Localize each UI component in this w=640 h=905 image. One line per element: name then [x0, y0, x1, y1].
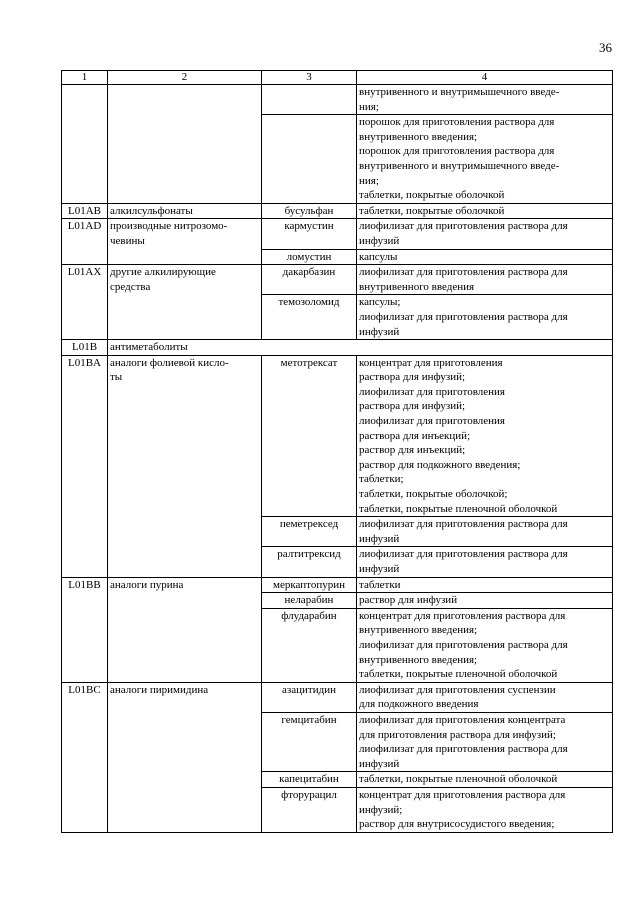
- group-cell: алкилсульфонаты: [108, 203, 262, 219]
- drug-cell: метотрексат: [262, 355, 357, 517]
- drug-cell: [262, 340, 357, 356]
- code-cell: L01BA: [62, 355, 108, 577]
- group-cell: производные нитрозомо- чевины: [108, 219, 262, 265]
- group-cell: другие алкилирующие средства: [108, 265, 262, 340]
- form-cell: лиофилизат для приготовления раствора для инфузий: [357, 517, 613, 547]
- code-cell: L01AD: [62, 219, 108, 265]
- table-row: [62, 203, 613, 219]
- drug-cell: [262, 115, 357, 204]
- drug-cell: гемцитабин: [262, 712, 357, 771]
- header-cell-1: 1: [62, 71, 108, 85]
- form-cell: таблетки, покрытые оболочкой: [357, 203, 613, 219]
- form-cell: капсулы; лиофилизат для приготовления раствора для инфузий: [357, 295, 613, 340]
- code-cell: L01BC: [62, 682, 108, 832]
- header-cell-2: 2: [108, 71, 262, 85]
- code-cell: L01AX: [62, 265, 108, 340]
- header-cell-3: 3: [262, 71, 357, 85]
- group-cell: аналоги фолиевой кисло- ты: [108, 355, 262, 577]
- table-row: [62, 340, 613, 356]
- page-number: 36: [599, 40, 612, 55]
- code-cell: [62, 85, 108, 204]
- drug-cell: флударабин: [262, 608, 357, 682]
- form-cell: внутривенного и внутримышечного введе- ния;: [357, 85, 613, 115]
- table-row: [62, 219, 613, 249]
- drug-cell: ломустин: [262, 249, 357, 265]
- group-cell: аналоги пурина: [108, 577, 262, 682]
- form-cell: концентрат для приготовления раствора для внутривенного введения; лиофилизат для приготовления раствора для внутривенного введения; таблетки, покрытые пленочной оболочкой: [357, 608, 613, 682]
- code-cell: L01B: [62, 340, 108, 356]
- form-cell: лиофилизат для приготовления раствора для инфузий: [357, 219, 613, 249]
- form-cell: порошок для приготовления раствора для внутривенного введения; порошок для приготовления раствора для внутривенного и внутримышечного введе- ния; таблетки, покрытые оболочкой: [357, 115, 613, 204]
- form-cell: [357, 340, 613, 356]
- form-cell: таблетки, покрытые пленочной оболочкой: [357, 772, 613, 788]
- form-cell: лиофилизат для приготовления концентрата для приготовления раствора для инфузий; лиофилизат для приготовления раствора для инфузий: [357, 712, 613, 771]
- table-row: [62, 577, 613, 593]
- drug-cell: темозоломид: [262, 295, 357, 340]
- form-cell: раствор для инфузий: [357, 593, 613, 609]
- code-cell: L01BB: [62, 577, 108, 682]
- form-cell: концентрат для приготовления раствора для инфузий; раствор для внутрисосудистого введения;: [357, 787, 613, 832]
- form-cell: таблетки: [357, 577, 613, 593]
- drug-cell: [262, 85, 357, 115]
- form-cell: лиофилизат для приготовления раствора для инфузий: [357, 547, 613, 577]
- table-row: [62, 265, 613, 295]
- drug-cell: неларабин: [262, 593, 357, 609]
- drug-cell: меркаптопурин: [262, 577, 357, 593]
- group-cell: аналоги пиримидина: [108, 682, 262, 832]
- form-cell: концентрат для приготовления раствора для инфузий; лиофилизат для приготовления раствора для инфузий; лиофилизат для приготовления раствора для инъекций; раствор для инъекций; раствор для подкожного введения; таблетки; таблетки, покрытые оболочкой; таблетки, покрытые пленочной оболочкой: [357, 355, 613, 517]
- header-row: [62, 71, 613, 85]
- drug-cell: пеметрексед: [262, 517, 357, 547]
- drug-cell: кармустин: [262, 219, 357, 249]
- table-row: [62, 682, 613, 712]
- drug-cell: капецитабин: [262, 772, 357, 788]
- code-cell: L01AB: [62, 203, 108, 219]
- table-row: [62, 355, 613, 517]
- drug-cell: бусульфан: [262, 203, 357, 219]
- header-cell-4: 4: [357, 71, 613, 85]
- group-cell: антиметаболиты: [108, 340, 262, 356]
- drug-cell: фторурацил: [262, 787, 357, 832]
- drug-cell: дакарбазин: [262, 265, 357, 295]
- form-cell: лиофилизат для приготовления раствора для внутривенного введения: [357, 265, 613, 295]
- drug-cell: ралтитрексид: [262, 547, 357, 577]
- drug-cell: азацитидин: [262, 682, 357, 712]
- group-cell: [108, 85, 262, 204]
- table-row: [62, 85, 613, 115]
- form-cell: капсулы: [357, 249, 613, 265]
- drug-table: [61, 70, 613, 833]
- form-cell: лиофилизат для приготовления суспензии для подкожного введения: [357, 682, 613, 712]
